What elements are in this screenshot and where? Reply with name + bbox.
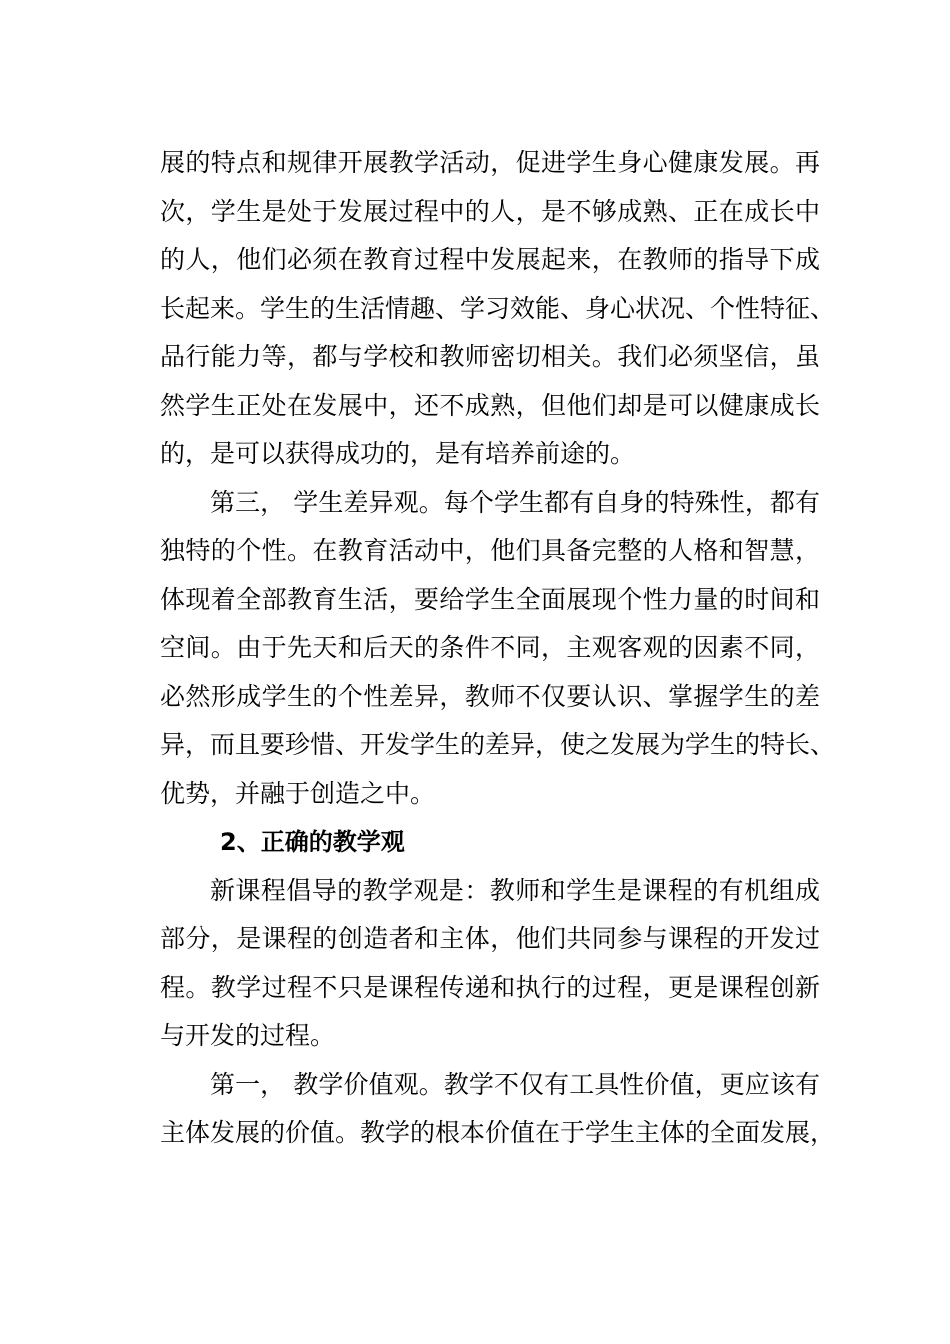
- text-line: 异，而且要珍惜、开发学生的差异，使之发展为学生的特长、: [160, 730, 836, 759]
- text-line: 的，是可以获得成功的，是有培养前途的。: [160, 439, 636, 468]
- text-line: 新课程倡导的教学观是：教师和学生是课程的有机组成: [210, 875, 820, 905]
- text-line: 然学生正处在发展中，还不成熟，但他们却是可以健康成长: [160, 390, 820, 420]
- text-line: 优势，并融于创造之中。: [160, 778, 436, 808]
- text-line: 品行能力等，都与学校和教师密切相关。我们必须坚信，虽: [160, 342, 820, 371]
- text-line: 与开发的过程。: [160, 1021, 336, 1050]
- text-line: 的人，他们必须在教育过程中发展起来，在教师的指导下成: [160, 245, 820, 274]
- text-line: 独特的个性。在教育活动中，他们具备完整的人格和智慧，: [160, 536, 820, 565]
- text-line: 长起来。学生的生活情趣、学习效能、身心状况、个性特征、: [160, 293, 836, 323]
- text-line: 必然形成学生的个性差异，教师不仅要认识、掌握学生的差: [160, 681, 820, 711]
- text-line: 第三， 学生差异观。每个学生都有自身的特殊性，都有: [210, 487, 820, 517]
- text-line: 主体发展的价值。教学的根本价值在于学生主体的全面发展，: [160, 1118, 836, 1147]
- text-line: 展的特点和规律开展教学活动，促进学生身心健康发展。再: [160, 148, 820, 177]
- text-line: 第一， 教学价值观。教学不仅有工具性价值，更应该有: [210, 1069, 820, 1099]
- section-heading: 2、正确的教学观: [220, 828, 405, 856]
- text-line: 次，学生是处于发展过程中的人，是不够成熟、正在成长中: [160, 196, 820, 226]
- text-line: 空间。由于先天和后天的条件不同，主观客观的因素不同，: [160, 633, 820, 662]
- document-page: [160, 139, 836, 1158]
- text-line: 程。教学过程不只是课程传递和执行的过程，更是课程创新: [160, 972, 820, 1002]
- text-line: 部分，是课程的创造者和主体，他们共同参与课程的开发过: [160, 924, 820, 953]
- text-line: 体现着全部教育生活，要给学生全面展现个性力量的时间和: [160, 584, 820, 614]
